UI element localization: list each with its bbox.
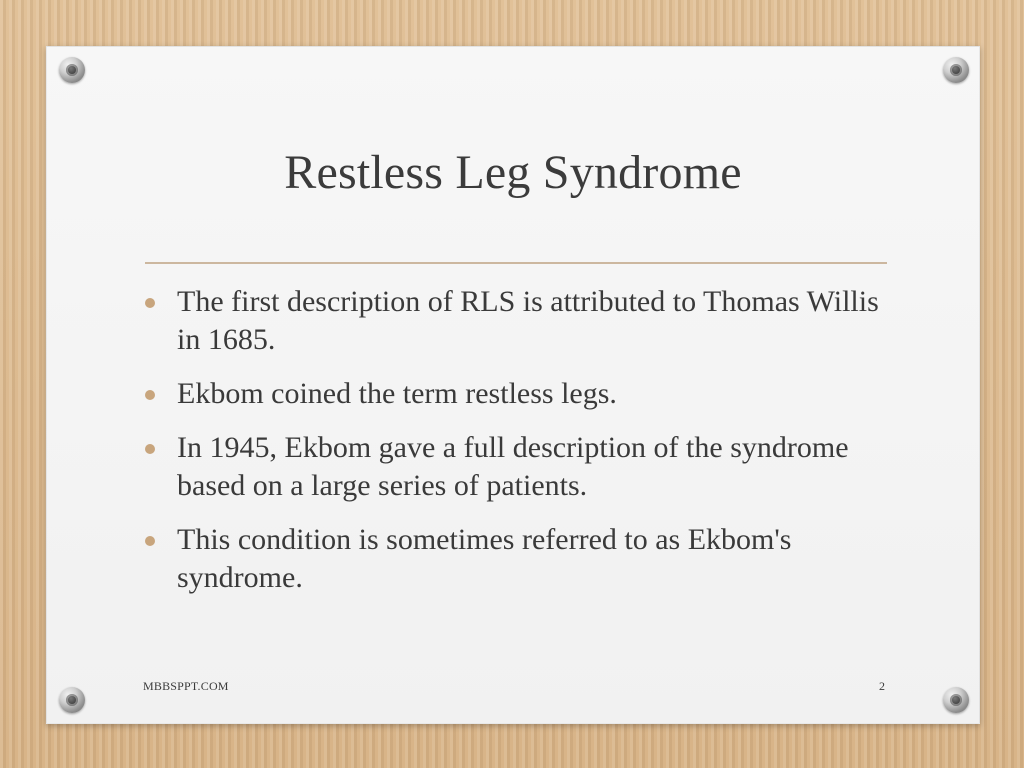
page-number: 2 — [879, 679, 885, 693]
bullet-text: In 1945, Ekbom gave a full description of the syndrome based on a large series of patients. — [177, 431, 849, 502]
bullet-list — [139, 283, 909, 613]
bullet-dot-icon — [145, 536, 155, 546]
bullet-item — [139, 521, 909, 597]
pushpin-icon — [59, 57, 85, 83]
slide-title: Restless Leg Syndrome — [284, 146, 742, 199]
pushpin-icon — [59, 687, 85, 713]
bullet-item — [139, 375, 909, 413]
bullet-dot-icon — [145, 298, 155, 308]
footer-site: MBBSPPT.COM — [143, 679, 229, 693]
bullet-item — [139, 283, 909, 359]
title-divider — [145, 262, 887, 264]
bullet-text: The first description of RLS is attributed to Thomas Willis in 1685. — [177, 285, 879, 356]
slide-panel — [46, 46, 980, 724]
bullet-text: This condition is sometimes referred to as Ekbom's syndrome. — [177, 523, 792, 594]
bullet-dot-icon — [145, 444, 155, 454]
bullet-dot-icon — [145, 390, 155, 400]
pushpin-icon — [943, 687, 969, 713]
pushpin-icon — [943, 57, 969, 83]
bullet-text: Ekbom coined the term restless legs. — [177, 377, 617, 410]
bullet-item — [139, 429, 909, 505]
